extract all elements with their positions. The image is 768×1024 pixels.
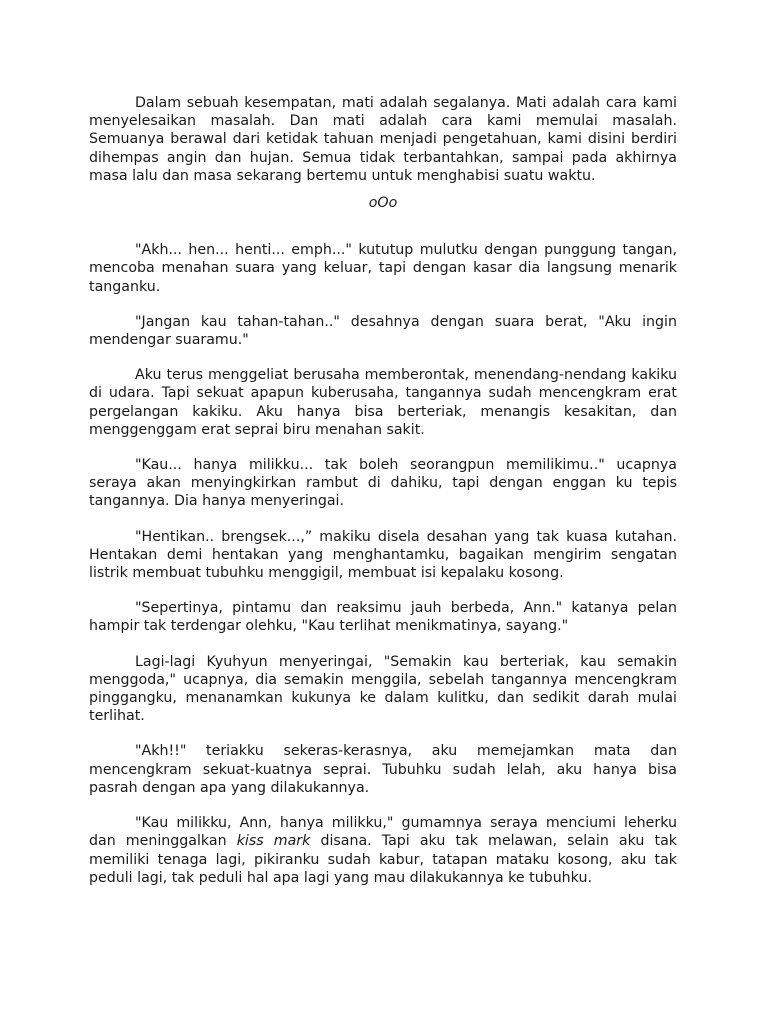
section-separator: oOo	[368, 195, 398, 212]
final-paragraph-end: disana. Tapi aku tak melawan, selain aku tak memiliki tenaga lagi, pikiranku sudah kabur, tatapan mataku kosong, aku tak peduli lagi, tak peduli hal apa lagi yang mau dilakukannya ke tubuhku.	[89, 833, 677, 886]
emphasized-phrase: kiss mark	[236, 833, 311, 850]
text-body	[89, 94, 677, 904]
paragraph: Aku terus menggeliat berusaha memberontak, menendang-nendang kakiku di udara. Tapi sekuat apapun kuberusaha, tangannya sudah mencengkram erat pergelangan kakiku. Aku hanya bisa berteriak, menangis kesakitan, dan menggenggam erat seprai biru menahan sakit.	[89, 367, 677, 438]
final-paragraph	[89, 814, 677, 887]
paragraph: "Sepertinya, pintamu dan reaksimu jauh berbeda, Ann." katanya pelan hampir tak terdengar olehku, "Kau terlihat menikmatinya, sayang."	[89, 600, 677, 635]
paragraph: "Akh!!" teriakku sekeras-kerasnya, aku memejamkan mata dan mencengkram sekuat-kuatnya seprai. Tubuhku sudah lelah, aku hanya bisa pasrah dengan apa yang dilakukannya.	[89, 743, 677, 796]
opening-paragraph: Dalam sebuah kesempatan, mati adalah segalanya. Mati adalah cara kami menyelesaikan masalah. Dan mati adalah cara kami memulai masalah. Semuanya berawal dari ketidak tahuan menjadi pengetahuan, kami disini berdiri dihempas angin dan hujan. Semua tidak terbantahkan, sampai pada akhirnya masa lalu dan masa sekarang bertemu untuk menghabisi suatu waktu.	[89, 95, 677, 184]
paragraph: "Jangan kau tahan-tahan.." desahnya dengan suara berat, "Aku ingin mendengar suaramu."	[89, 313, 677, 349]
paragraph: "Kau... hanya milikku... tak boleh seorangpun memilikimu.." ucapnya seraya akan menyingkirkan rambut di dahiku, tapi dengan enggan ku tepis tangannya. Dia hanya menyeringai.	[89, 457, 677, 510]
final-paragraph-start: "Kau milikku, Ann, hanya milikku," gumamnya seraya menciumi leherku dan meninggalkan	[89, 815, 677, 850]
paragraph: "Akh... hen... henti... emph..." kututup mulutku dengan punggung tangan, mencoba menahan suara yang keluar, tapi dengan kasar dia langsung menarik tanganku.	[89, 242, 677, 295]
paragraph: "Hentikan.. brengsek...,” makiku disela desahan yang tak kuasa kutahan. Hentakan demi hentakan yang menghantamku, bagaikan mengirim sengatan listrik membuat tubuhku menggigil, membuat isi kepalaku kosong.	[89, 528, 677, 582]
paragraph: Lagi-lagi Kyuhyun menyeringai, "Semakin kau berteriak, kau semakin menggoda," ucapnya, dia semakin menggila, sebelah tangannya mencengkram pinggangku, menanamkan kukunya ke dalam kulitku, dan sedikit darah mulai terlihat.	[89, 653, 677, 725]
